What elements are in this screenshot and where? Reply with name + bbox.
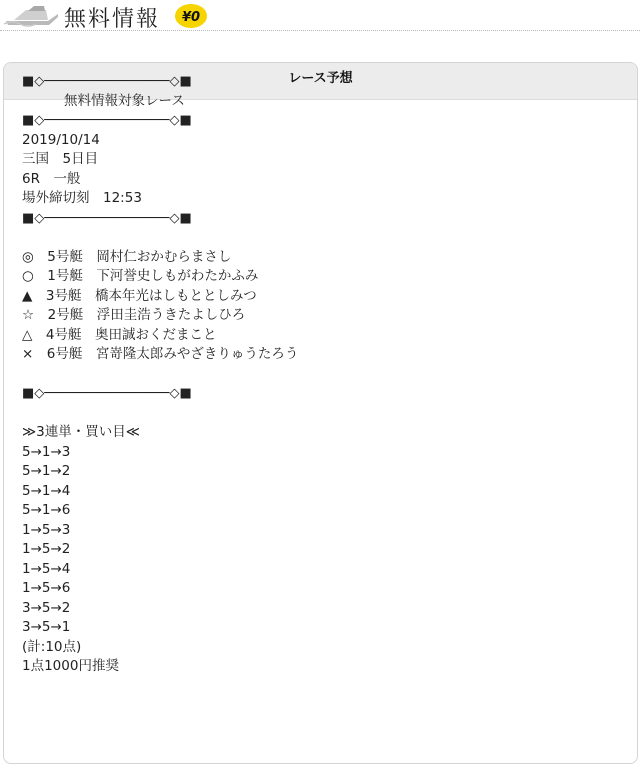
separator-line: ■◇────────────────◇■ [22, 386, 192, 401]
separator-line: ■◇────────────────◇■ [22, 210, 192, 226]
boat-icon [4, 2, 62, 32]
prediction-item: × 6号艇 宮嵜隆太郎みやざきりゅうたろう [22, 346, 299, 362]
free-badge-label: ¥0 [181, 10, 201, 25]
bet-combination: 5→1→3 [22, 443, 71, 460]
panel-title: レース予想 [4, 63, 637, 100]
bet-combination: 1→5→6 [22, 580, 71, 596]
race-venue: 三国 5日目 [22, 151, 99, 167]
separator-line: ■◇────────────────◇■ [22, 74, 192, 89]
bet-combination: 3→5→2 [22, 599, 71, 616]
race-deadline: 場外締切刻 12:53 [22, 190, 142, 206]
bet-combination: 1→5→3 [22, 521, 71, 538]
bet-recommendation: 1点1000円推奨 [22, 658, 119, 674]
bet-combination: 1→5→2 [22, 541, 71, 557]
separator-line: ■◇────────────────◇■ [22, 113, 192, 128]
header-divider [0, 30, 640, 31]
bets-heading: ≫3連単・買い目≪ [22, 424, 140, 440]
free-badge [174, 3, 208, 29]
bet-combination: 3→5→1 [22, 619, 71, 635]
bet-combination: 5→1→4 [22, 482, 71, 499]
prediction-item: ◎ 5号艇 岡村仁おかむらまさし [22, 248, 232, 265]
prediction-content [22, 72, 622, 677]
race-date: 2019/10/14 [22, 131, 100, 148]
bet-total: (計:10点) [22, 638, 82, 655]
prediction-item: ☆ 2号艇 浮田圭浩うきたよしひろ [22, 307, 246, 323]
page-header [0, 0, 640, 32]
prediction-item: △ 4号艇 奥田誠おくだまこと [22, 326, 217, 343]
race-target-label: 無料情報対象レース [64, 92, 185, 109]
prediction-item: ○ 1号艇 下河誉史しもがわたかふみ [22, 268, 259, 284]
bet-combination: 5→1→6 [22, 502, 71, 518]
prediction-item: ▲ 3号艇 橋本年光はしもととしみつ [22, 287, 257, 304]
bet-combination: 1→5→4 [22, 560, 71, 577]
page-title: 無料情報 [64, 7, 161, 32]
bet-combination: 5→1→2 [22, 463, 71, 479]
race-number: 6R 一般 [22, 170, 81, 187]
